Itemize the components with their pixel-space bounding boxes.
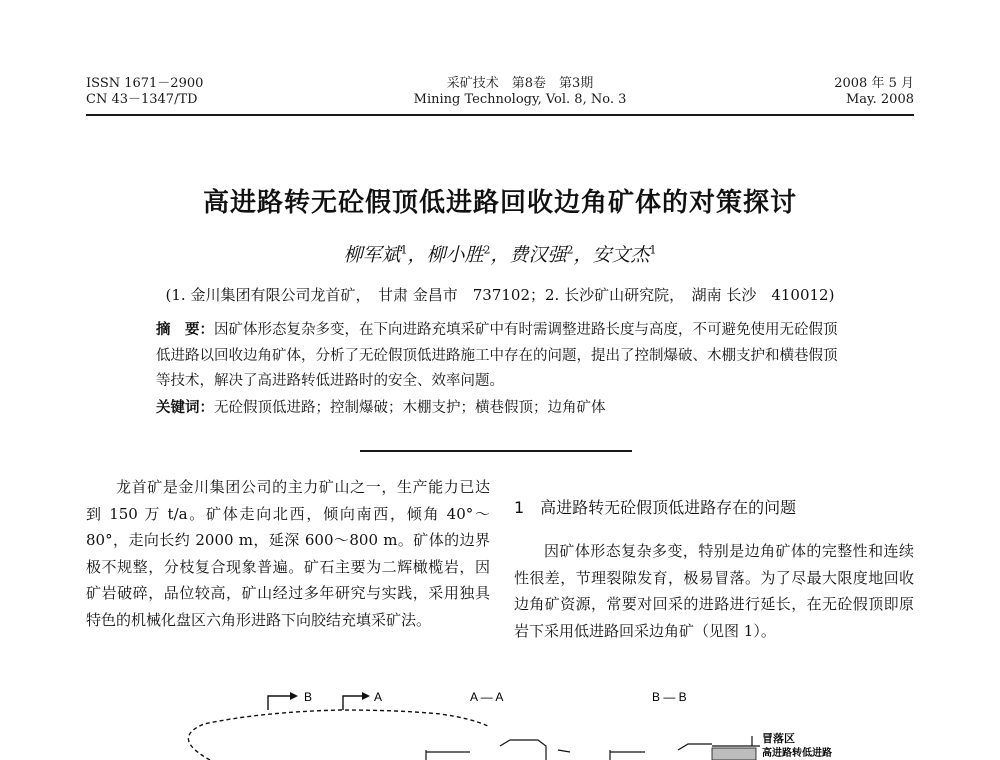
author-name: 柳小胜 bbox=[426, 244, 484, 266]
affiliation: (1. 金川集团有限公司龙首矿， 甘肃 金昌市 737102；2. 长沙矿山研究院， 湖南 长沙 410012) bbox=[165, 286, 835, 304]
author-name: 安文杰 bbox=[592, 244, 650, 266]
author-affiliation-mark: 2 bbox=[483, 243, 491, 257]
author-affiliation-mark: 1 bbox=[400, 243, 408, 257]
abstract-label: 摘 要： bbox=[156, 322, 214, 338]
cn-number: CN 43－1347/TD bbox=[86, 92, 198, 107]
journal-name-cn: 采矿技术 第8卷 第3期 bbox=[446, 76, 594, 91]
date-cn: 2008 年 5 月 bbox=[834, 76, 914, 91]
abstract-divider bbox=[360, 450, 632, 452]
journal-name-en: Mining Technology, Vol. 8, No. 3 bbox=[413, 92, 627, 107]
section-label-aa: A — A bbox=[470, 690, 504, 704]
arrow-head-b bbox=[290, 692, 298, 700]
date-en: May. 2008 bbox=[845, 92, 914, 107]
arrow-label-a: A bbox=[374, 690, 383, 704]
section-arrow-a bbox=[343, 696, 362, 710]
author-list: 柳军斌$^1$，柳小胜$^2$，费汉强$^2$，安文杰$^1$ bbox=[343, 243, 657, 266]
figure-1 bbox=[140, 680, 920, 760]
keywords bbox=[156, 396, 846, 421]
journal-issn-block bbox=[86, 76, 203, 108]
author-affiliation-mark: 1 bbox=[649, 243, 657, 257]
arrow-head-a bbox=[362, 692, 370, 700]
issn: ISSN 1671－2900 bbox=[86, 76, 204, 91]
journal-date-block bbox=[834, 76, 914, 108]
author-name: 费汉强 bbox=[509, 244, 567, 266]
section-arrow-b bbox=[268, 696, 290, 710]
keywords-text: 无砼假顶低进路；控制爆破；木棚支护；横巷假顶；边角矿体 bbox=[214, 400, 606, 416]
journal-name-block bbox=[400, 76, 640, 108]
keywords-label: 关键词： bbox=[156, 400, 214, 416]
collapse-zone-hatch bbox=[712, 748, 756, 760]
note-collapse-zone: 冒落区 bbox=[762, 733, 795, 745]
arrow-label-b: B bbox=[304, 690, 313, 704]
paper-title: 高进路转无砼假顶低进路回收边角矿体的对策探讨 bbox=[202, 188, 797, 218]
section-heading: 1 高进路转无砼假顶低进路存在的问题 bbox=[514, 498, 797, 517]
section-paragraph: 因矿体形态复杂多变，特别是边角矿体的完整性和连续性很差，节理裂隙发育，极易冒落。为了尽最大限度地回收边角矿资源，常要对回采的进路进行延长，在无砼假顶即原岩下采用低进路回采边角矿（见图 1）。 bbox=[514, 542, 914, 640]
abstract bbox=[156, 318, 846, 395]
note-high-to-low: 高进路转低进路 bbox=[762, 748, 832, 759]
author-name: 柳军斌 bbox=[343, 244, 401, 266]
intro-paragraph: 龙首矿是金川集团公司的主力矿山之一，生产能力已达到 150 万 t/a。矿体走向北西，倾向南西，倾角 40°～80°，走向长约 2000 m，延深 600～800 m。矿体的边界极不规整，分枝复合现象普遍。矿石主要为二辉橄榄岩，因矿岩破碎，品位较高，矿山经过多年研究与实践，采用独具特色的机械化盘区六角形进路下向胶结充填采矿法。 bbox=[86, 478, 490, 629]
header-rule bbox=[86, 114, 914, 116]
abstract-text: 因矿体形态复杂多变，在下向进路充填采矿中有时需调整进路长度与高度，不可避免使用无砼假顶低进路以回收边角矿体，分析了无砼假顶低进路施工中存在的问题，提出了控制爆破、木棚支护和横巷假顶等技术，解决了高进路转低进路时的安全、效率问题。 bbox=[156, 322, 838, 389]
section-aa-drawing bbox=[426, 740, 570, 760]
author-affiliation-mark: 2 bbox=[566, 243, 574, 257]
section-label-bb: B — B bbox=[652, 690, 687, 704]
